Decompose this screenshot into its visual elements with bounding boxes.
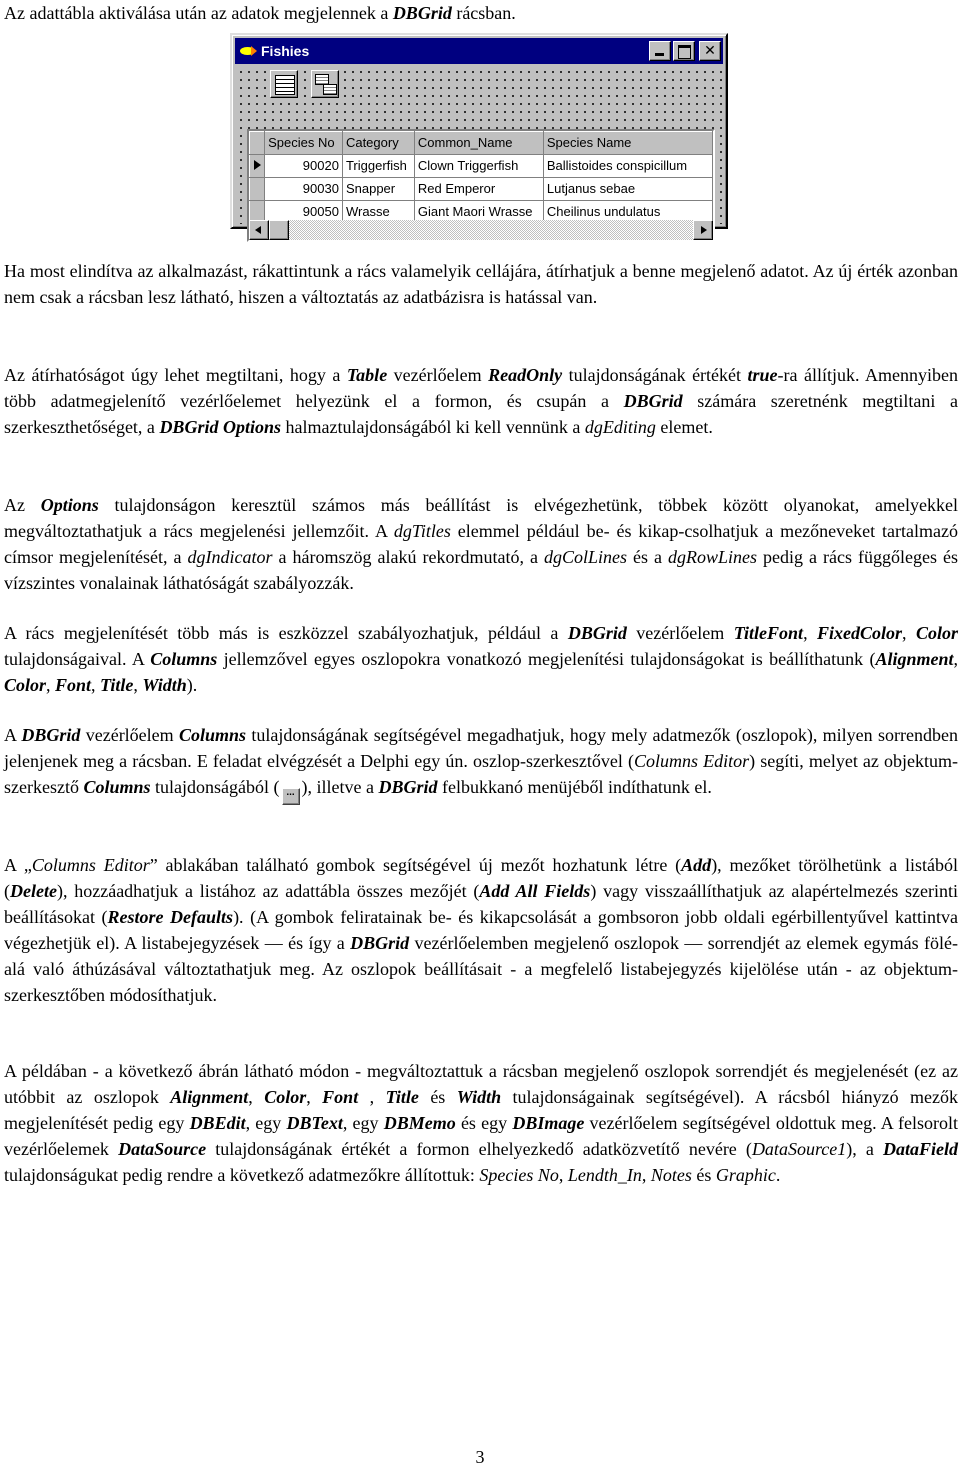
fishies-form-window [230,33,728,229]
paragraph-columns: A DBGrid vezérlőelem Columns tulajdonságának segítségével megadhatjuk, hogy mely adatmezők (oszlopok), milyen sorrendben jelenjenek meg a rácsban. E feladat elvégzését a Delphi egy ún. oszlop-szerkesztővel (Columns Editor) segíti, melyet az objektum-szerkesztő Columns tulajdonságából ( ... ), illetve a DBGrid felbukkanó menüjéből indíthatunk el. [4,722,958,805]
paragraph-example: A példában - a következő ábrán látható módon - megváltoztattuk a rácsban megjelenő oszlopok sorrendjét és megjelenését (ez az utóbbit az oszlopok Alignment, Color, Font , Title és Width tulajdonságainak segítségével). A rácsból hiányzó mezők megjelenítését pedig egy DBEdit, egy DBText, egy DBMemo és egy DBImage vezérlőelem segítségével oldottuk meg. A felsorolt vezérlőelemek DataSource tulajdonságának értékét a formon elhelyezkedő adatközvetítő nevére (DataSource1), a DataField tulajdonságukat pedig rendre a következő adatmezőkre állítottuk: Species No, Lendth_In, Notes és Graphic. [4,1061,959,1185]
column-header[interactable]: Common_Name [414,132,543,155]
grid-cell[interactable]: Wrasse [342,201,414,224]
record-indicator [250,178,265,201]
scroll-thumb[interactable] [269,220,289,240]
fish-icon [239,42,257,60]
horizontal-scrollbar[interactable] [249,220,713,240]
page-number: 3 [475,1447,485,1467]
grid-cell[interactable]: Ballistoides conspicillum [543,155,712,178]
column-header[interactable]: Species Name [543,132,712,155]
window-title: Fishies [261,43,310,59]
paragraph-readonly: Az átírhatóságot úgy lehet megtiltani, hogy a Table vezérlőelem ReadOnly tulajdonságának értékét true-ra állítjuk. Amennyiben több adatmegjelenítő vezérlőelemet helyezünk el a formon, és csupán a DBGrid számára szeretnénk megtiltani a szerkeszthetőséget, a DBGrid Options halmaztulajdonságából ki kell vennünk a dgEditing elemet. [4,365,958,437]
indicator-header [250,132,265,155]
grid-cell[interactable]: 90050 [265,201,343,224]
table-row[interactable] [250,178,713,201]
dbgrid-table [249,131,713,224]
grid-cell[interactable]: 90020 [265,155,343,178]
scroll-right-button[interactable] [693,220,713,240]
paragraph-appearance: A rács megjelenítését több más is eszközzel szabályozhatjuk, például a DBGrid vezérlőelem TitleFont, FixedColor, Color tulajdonságaival. A Columns jellemzővel egyes oszlopokra vonatkozó megjelenítési tulajdonságokat is beállíthatunk (Alignment, Color, Font, Title, Width). [4,623,958,695]
title-bar[interactable] [235,38,723,64]
column-header[interactable]: Category [342,132,414,155]
datasource-component-icon[interactable] [311,70,339,98]
dbgrid[interactable] [247,129,715,242]
grid-cell[interactable]: Giant Maori Wrasse [414,201,543,224]
grid-cell[interactable]: Cheilinus undulatus [543,201,712,224]
paragraph-editing: Ha most elindítva az alkalmazást, rákattintunk a rács valamelyik cellájára, átírhatjuk a benne megjelenő adatot. Az új érték azonban nem csak a rácsban lesz látható, hiszen a változtatás az adatbázisra is hatással van. [4,261,958,307]
grid-cell[interactable]: Triggerfish [342,155,414,178]
ellipsis-button-icon: ... [282,788,300,805]
table-row[interactable] [250,155,713,178]
grid-cell[interactable]: Clown Triggerfish [414,155,543,178]
dbgrid-header-row [250,132,713,155]
paragraph-options: Az Options tulajdonságon keresztül számos más beállítást is elvégezhetünk, többek között olyanokat, amelyekkel megváltoztathatjuk a rács megjelenési jellemzőit. A dgTitles elemmel például be- és kikap-csolhatjuk a mezőneveket tartalmazó címsor megjelenítését, a dgIndicator a háromszög alakú rekordmutató, a dgColLines és a dgRowLines pedig a rács függőleges és vízszintes vonalainak láthatóságát szabályozzák. [4,495,959,593]
close-button[interactable]: ✕ [699,41,721,61]
record-indicator [250,155,265,178]
maximize-button[interactable] [673,41,695,61]
table-component-icon[interactable] [270,70,298,98]
grid-cell[interactable]: Snapper [342,178,414,201]
grid-cell[interactable]: 90030 [265,178,343,201]
paragraph-columns-editor: A „Columns Editor” ablakában található gombok segítségével új mezőt hozhatunk létre (Add), mezőket törölhetünk a listából (Delete), hozzáadhatjuk a listához az adattábla összes mezőjét (Add All Fields) vagy visszaállíthatjuk az alapértelmezés szerinti beállításokat (Restore Defaults). (A gombok feliratainak be- és kikapcsolását a gombsoron jobb oldali egérbillentyűvel kattintva végezhetjük el). A listabejegyzések — és így a DBGrid vezérlőelemben megjelenő oszlopok — sorrendjét az elemek egymás fölé-alá való áthúzásával változtathatjuk meg. Az oszlopok beállításait - a megfelelő listabejegyzés kijelölése után - az objektum-szerkesztőben módosíthatjuk. [4,855,959,1005]
record-pointer-icon [254,160,261,170]
intro-paragraph: Az adattábla aktiválása után az adatok megjelennek a DBGrid rácsban. [4,3,516,23]
scroll-left-button[interactable] [249,220,269,240]
minimize-button[interactable] [649,41,671,61]
grid-cell[interactable]: Red Emperor [414,178,543,201]
grid-cell[interactable]: Lutjanus sebae [543,178,712,201]
form-client-area [235,66,723,224]
column-header[interactable]: Species No [265,132,343,155]
